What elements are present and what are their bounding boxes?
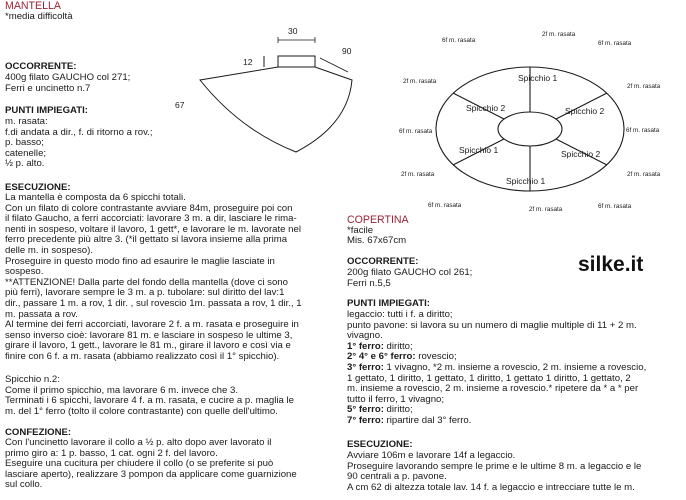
punti-line: f.di andata a dir., f. di ritorno a rov.; [5,126,153,138]
rasata-label: 2f m. rasata [627,171,661,178]
mantella-esecuzione-text [5,193,302,363]
spicchio2-line: Spicchio n.2: [5,374,60,385]
punti-line: legaccio: tutti i f. a diritto; [347,309,453,320]
esecuzione-line: il filato Gaucho, a ferri accorciati: lavorare 3 m. a dir, lasciare le rima- [5,213,297,225]
esecuzione-line: dir., passare 1 m. a rov, 1 dir. , sul rovescio 1m. passata a rov, 1 dir., 1 [5,297,302,309]
esecuzione-line: Proseguire lavorando sempre le prime e le ultime 8 m. a legaccio e le [347,460,642,472]
confezione-line: Con l'uncinetto lavorare il collo a ½ p. alto dopo aver lavorato il [5,437,272,448]
ferro-label: 1° ferro: [347,340,384,352]
spicchi-diagram [395,25,686,215]
ferro-text: diritto; [383,340,413,352]
spicchio-label: Spicchio 2 [466,103,506,113]
confezione-line: sul collo. [5,479,43,491]
ferro-text: diritto; [383,404,413,416]
punti-line: catenelle; [5,147,47,159]
esecuzione-line: Proseguire in questo modo fino ad esaurire le maglie lasciate in [5,255,275,267]
copertina-esecuzione-title: ESECUZIONE: [347,439,413,450]
ferro-text: rovescio; [415,351,457,363]
ferro-text: ripartire dal 3° ferro. [383,414,472,426]
spicchio-label: Spicchio 2 [565,106,605,116]
esecuzione-line: Avviare 106m e lavorare 14f a legaccio. [347,450,516,461]
spicchio-label: Spicchio 2 [561,149,601,159]
neck-band [278,56,315,67]
ferro3-line: tutto il ferro, 1 vivagno; [347,393,445,405]
ferro-label: 7° ferro: [347,414,384,426]
esecuzione-line: delle m. in sospeso). [5,244,93,256]
mantella-punti-title: PUNTI IMPIEGATI: [5,105,88,116]
rasata-label: 6f m. rasata [598,40,632,47]
esecuzione-line: ferro precedente più altre 3. (*il gettato si lavora insieme alla prima [5,234,288,246]
esecuzione-line: 90 centrali a p. pavone. [347,471,447,483]
spicchio2-line: m. del 1° ferro (tolto il colore contrastante) con quelle dell'ultimo. [5,405,278,417]
esecuzione-line: nenti in sospeso, voltare il lavoro, 1 gett*, e lavorare le m. lavorate nel [5,223,301,235]
rasata-label: 6f m. rasata [428,202,462,209]
dim-top-label: 30 [288,26,298,36]
copertina-punti-list [347,310,646,427]
esecuzione-line: senso inverso cioè: lavorare 81 m. e lasciare in sospeso le ultime 3, [5,329,293,341]
spicchio-label: Spicchio 1 [459,145,499,155]
rasata-label: 2f m. rasata [401,171,435,178]
ferro-label: 2° 4° e 6° ferro: [347,351,416,363]
punti-line: vivagno. [347,330,383,342]
ferro-line [347,416,646,427]
rasata-label: 6f m. rasata [598,203,632,210]
inner-ellipse [498,112,562,146]
ferro-text: 1 vivagno, *2 m. insieme a rovescio, 2 m. insieme a rovescio, [383,361,647,373]
copertina-size: Mis. 67x67cm [347,235,407,246]
copertina-occorrente-list [347,268,472,289]
esecuzione-line: La mantella è composta da 6 spicchi totali. [5,192,186,203]
occorrente-line: 400g filato GAUCHO col 271; [5,72,131,83]
rasata-label: 2f m. rasata [529,206,563,213]
ferro3-line: m. insieme a rovescio, 2 m. insieme a rovescio.* ripetere da * a * per [347,383,639,395]
dim-height-label: 67 [175,100,185,110]
confezione-line: Eseguire una cucitura per chiudere il collo (o se preferite si può [5,458,274,470]
rasata-label: 2f m. rasata [403,78,437,85]
rasata-label: 2f m. rasata [542,31,576,38]
spicchio-label: Spicchio 1 [518,73,558,83]
confezione-line: lasciare aperto), realizzare 3 pompon da applicare come guarnizione [5,468,297,480]
esecuzione-line: **ATTENZIONE! Dalla parte del fondo della mantella (dove ci sono [5,276,288,288]
watermark: silke.it [578,253,644,276]
esecuzione-line: A cm 62 di altezza totale lav. 14 f. a legaccio e intrecciare tutte le m. [347,481,635,493]
spicchio2-line: Terminati i 6 spicchi, lavorare 4 f. a m. rasata, e cucire a p. maglia le [5,395,294,407]
mantella-title: MANTELLA [5,0,61,12]
copertina-punti-title: PUNTI IMPIEGATI: [347,298,430,309]
copertina-difficulty: *facile [347,225,374,236]
copertina-occorrente-title: OCCORRENTE: [347,256,419,267]
rasata-label: 6f m. rasata [399,128,433,135]
mantella-occorrente-title: OCCORRENTE: [5,61,77,72]
esecuzione-line: Con un filato di colore contrastante avviare 84m, proseguire poi con [5,202,293,214]
punti-line: p. basso; [5,137,44,149]
mantella-difficulty: *media difficoltà [5,11,73,22]
ferro-label: 5° ferro: [347,404,384,416]
copertina-esecuzione-text [347,451,641,493]
dim-side-label: 90 [342,46,352,56]
ferro3-line: 1 gettato, 1 diritto, 1 gettato, 1 diritto, 1 gettato 1 diritto, 1 gettato, 2 [347,372,631,384]
rasata-label: 2f m. rasata [627,83,661,90]
mantella-confezione-text [5,438,297,491]
occorrente-line: Ferri n.5,5 [347,277,391,289]
occorrente-line: 200g filato GAUCHO col 261; [347,267,473,278]
punti-line: punto pavone: si lavora su un numero di maglie multiple di 11 + 2 m. [347,319,637,331]
ferro-line [347,363,646,374]
mantella-punti-list [5,117,153,170]
esecuzione-line: m. passata a rov. [5,308,78,320]
punti-line: m. rasata: [5,116,48,127]
ferro-label: 3° ferro: [347,361,384,373]
mantella-confezione-title: CONFEZIONE: [5,427,72,438]
mantella-diagram [170,20,350,170]
occorrente-line: Ferri e uncinetto n.7 [5,82,91,94]
dim-neck-label: 12 [243,57,253,67]
copertina-title: COPERTINA [347,214,409,226]
punti-line: ½ p. alto. [5,158,45,170]
mantella-occorrente-list [5,73,130,94]
esecuzione-line: più ferri), lavorare sempre le 3 m. a p. tubolare: sul diritto del lav:1 [5,287,285,299]
mantella-spicchio2-text [5,375,294,417]
spicchio-label: Spicchio 1 [506,176,546,186]
spicchio2-line: Come il primo spicchio, ma lavorare 6 m. invece che 3. [5,384,239,396]
rasata-label: 6f m. rasata [626,127,660,134]
esecuzione-line: finire con 6 f. a m. rasata (abbiamo realizzato così il 1° spicchio). [5,350,280,362]
esecuzione-line: girare il lavoro, 1 gett., lavorare le 81 m., girare il lavoro e così via e [5,340,291,352]
cape-body [200,67,352,152]
confezione-line: primo giro a: 1 p. basso, 1 cat. ogni 2 f. del lavoro. [5,447,218,459]
mantella-esecuzione-title: ESECUZIONE: [5,182,71,193]
esecuzione-line: Al termine dei ferri accorciati, lavorare 2 f. a m. rasata e proseguire in [5,319,299,331]
esecuzione-line: sospeso. [5,266,44,278]
rasata-label: 6f m. rasata [442,37,476,44]
